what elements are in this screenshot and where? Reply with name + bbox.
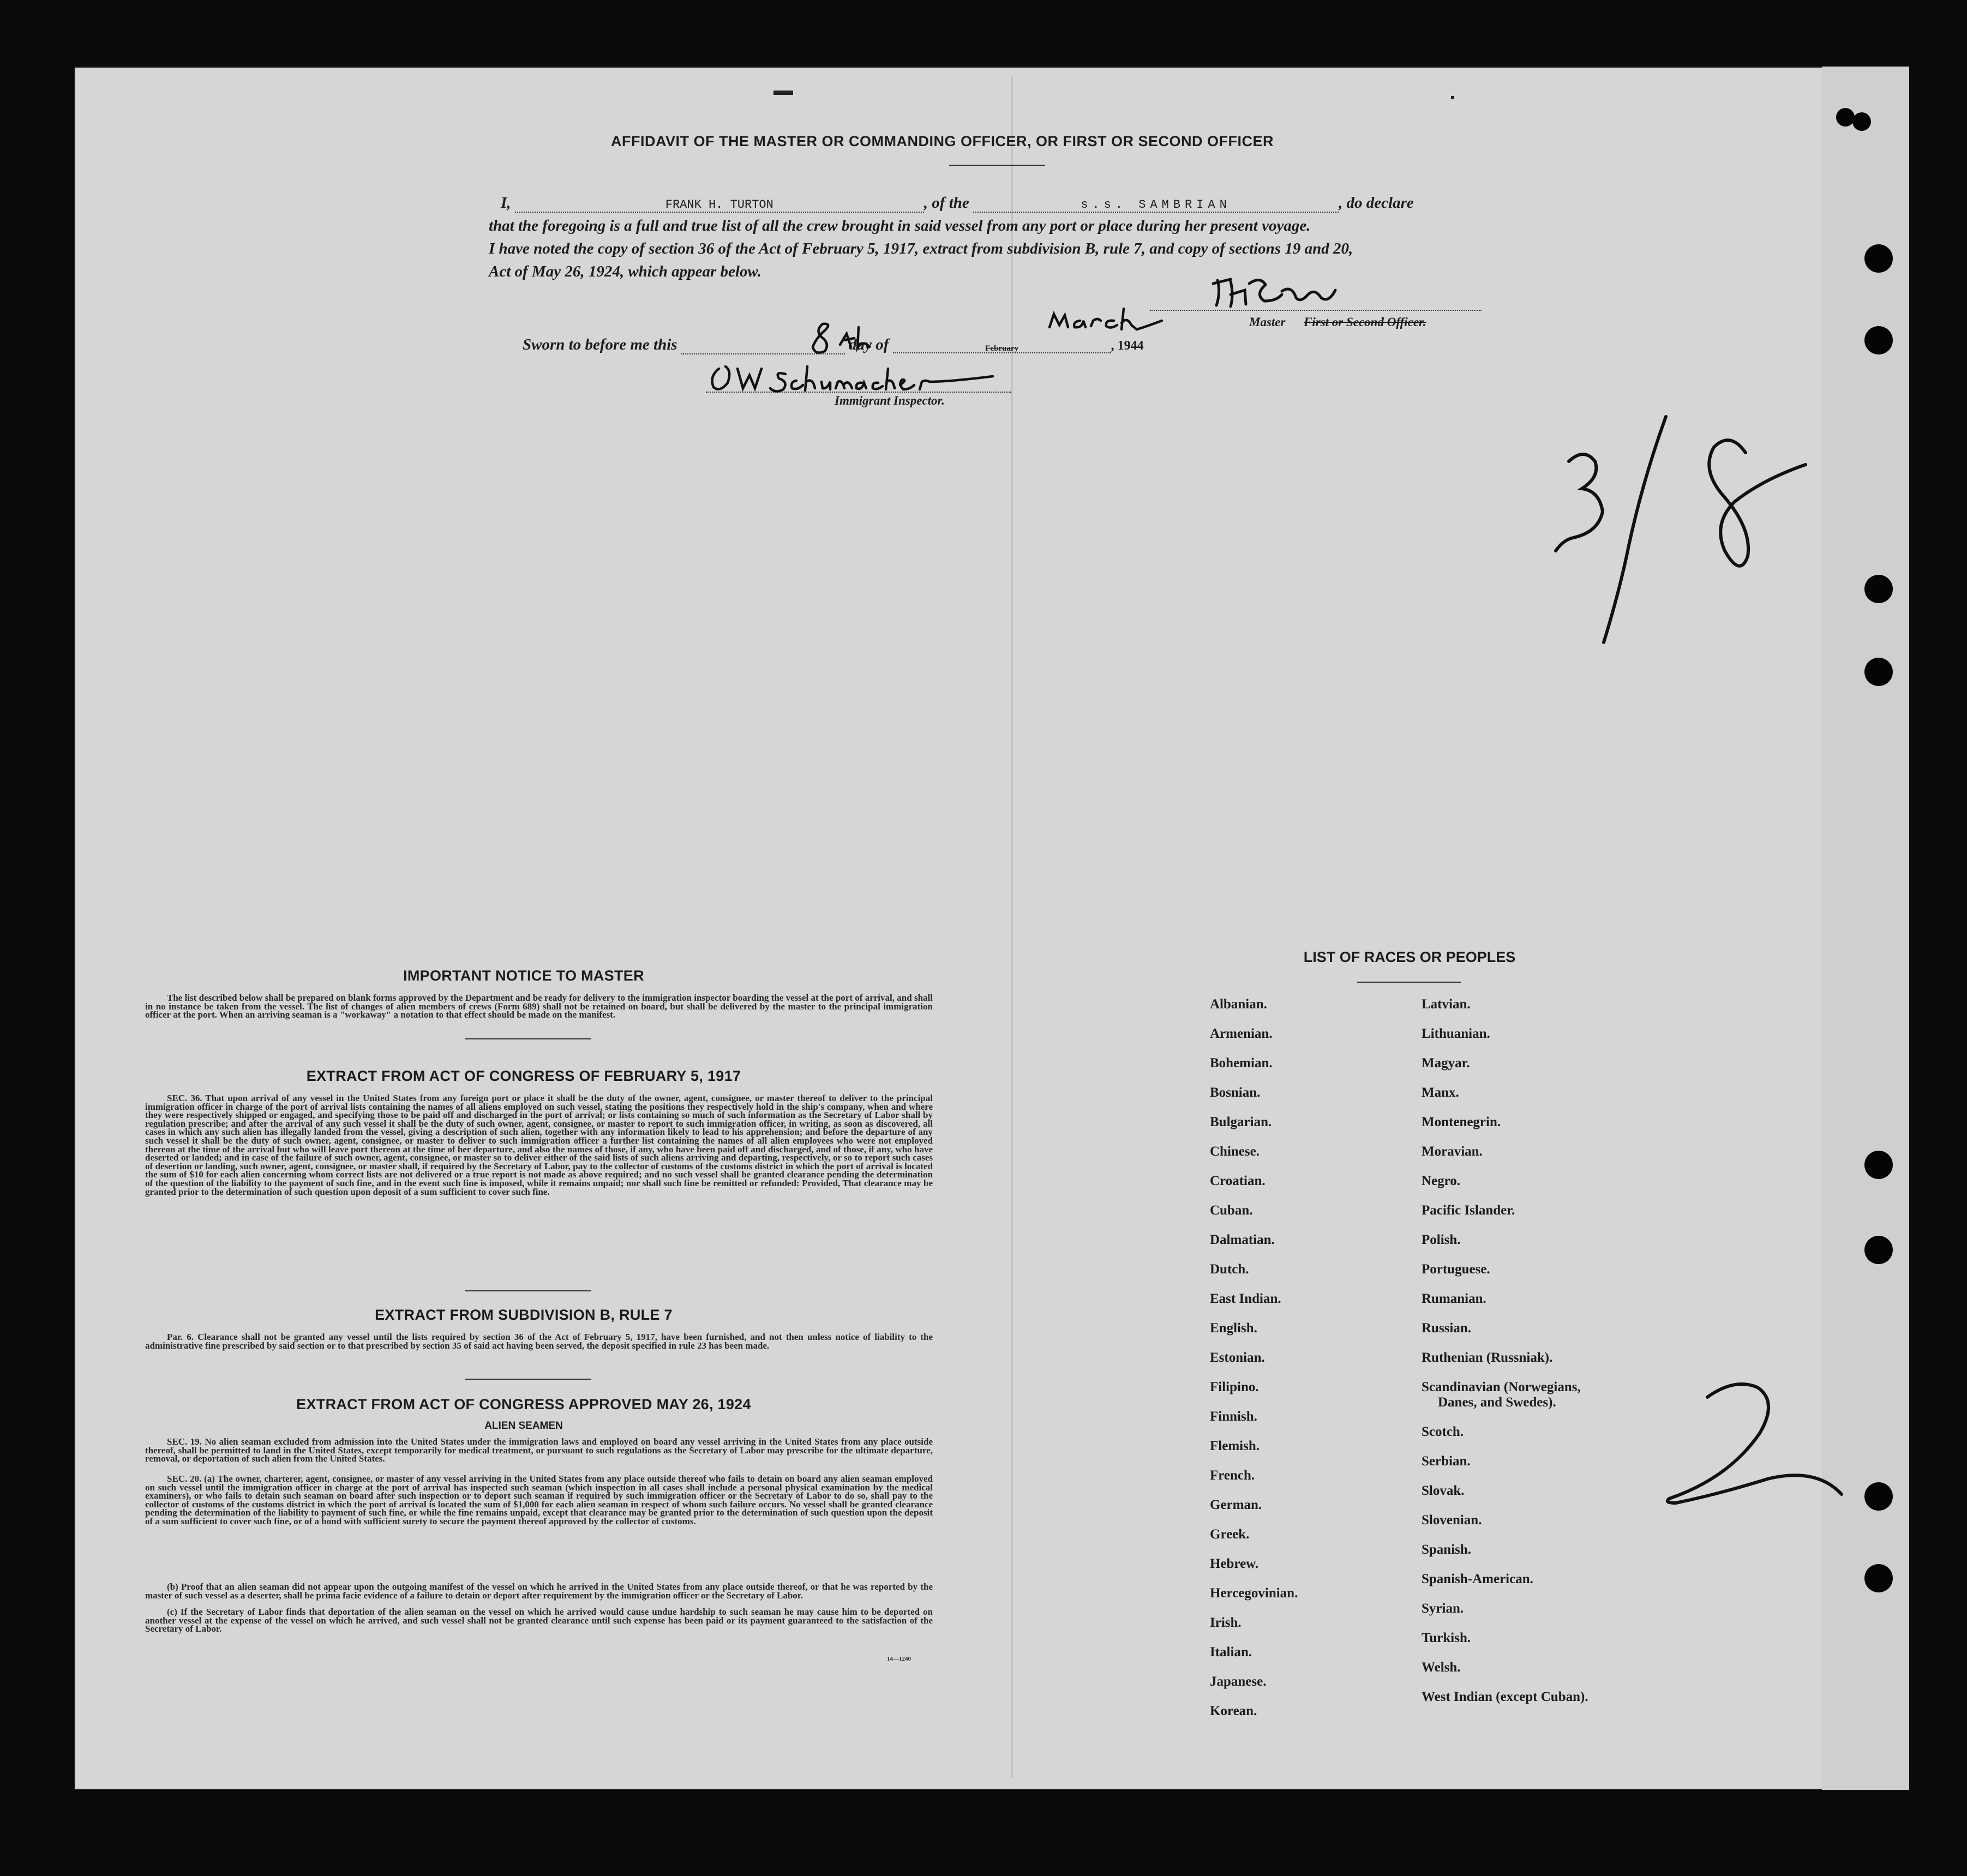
race-item: Finnish. <box>1210 1409 1257 1424</box>
extract-1917-text: SEC. 36. That upon arrival of any vessel in the United States from any foreign port or place it shall be the duty of the owner, agent, consignee, or master thereof to deliver to the principal immigration officer in charge of the port of arrival lists containing the names of all aliens employed on such vessel, stating the positions they respectively hold in the ship's company, when and where they were respectively shipped or engaged, and specifying those to be paid off and discharged in the port of arrival; or lists containing so much of such information as the Secretary of Labor shall by regulation prescribe; and after the arrival of any such vessel it shall be the duty of such owner, agent, consignee, or master to report to such immigration officer, in writing, as soon as discovered, all cases in which any such alien has illegally landed from the vessel, giving a description of such alien, together with any information likely to lead to his apprehension; and before the departure of any such vessel it shall be the duty of such owner, agent, consignee, or master to deliver to such immigration officer a further list containing the names of all alien employees who were not employed thereon at the time of the arrival but who will leave port thereon at the time of her departure, and also the names of those, if any, who have been paid off and discharged, and of those, if any, who have deserted or landed; and in case of the failure of such owner, agent, consignee, or master so to deliver either of the said lists of such aliens arriving and departing, respectively, or so to report such cases of desertion or landing, such owner, agent, consignee, or master shall, if required by the Secretary of Labor, pay to the collector of customs of the customs district in which the port of arrival is located the sum of $10 for each alien concerning whom correct lists are not delivered or a true report is not made as above required; and no such vessel shall be granted clearance pending the determination of the question of the liability to the payment of such fine, and in the event such fine is imposed, while it remains unpaid; nor shall such fine be remitted or refunded: Provided, That clearance may be granted prior to the determination of such question upon deposit of a sum sufficient to cover such fine. <box>145 1093 933 1197</box>
sec20a-text: SEC. 20. (a) The owner, charterer, agent, consignee, or master of any vessel arriving in the United States from any place outside thereof who fails to detain on board any alien seaman employed on such vessel until the immigration officer in charge at the port of arrival has inspected such seaman (which inspection in all cases shall include a personal physical examination by the medical examiners), or who fails to detain such seaman on board after such inspection or to deport such seaman if required by such immigration officer or the Secretary of Labor to do so, shall pay to the collector of customs of the customs district in which the port of arrival is located the sum of $1,000 for each alien seaman in respect of whom such failure occurs. No vessel shall be granted clearance pending the determination of the liability to payment of such fine, or while the fine remains unpaid, except that clearance may be granted prior to the determination of such question upon the deposit of a sum sufficient to cover such fine, or of a bond with sufficient surety to secure the payment thereof approved by the collector of customs. <box>145 1474 933 1526</box>
sec19-text: SEC. 19. No alien seaman excluded from admission into the United States under the immigration laws and employed on board any vessel arriving in the United States from any place outside thereof, shall be permitted to land in the United States, except temporarily for medical treatment, or pursuant to such regulations as the Secretary of Labor may prescribe for the ultimate departure, removal, or deportation of such alien from the United States. <box>145 1436 933 1464</box>
affidavit-title: AFFIDAVIT OF THE MASTER OR COMMANDING OFFICER, OR FIRST OR SECOND OFFICER <box>611 133 1274 149</box>
race-item: Hebrew. <box>1210 1556 1259 1571</box>
race-item: English. <box>1210 1321 1257 1336</box>
officer-label-struck: First or Second Officer. <box>1304 315 1426 329</box>
race-item: Filipino. <box>1210 1380 1259 1394</box>
affidavit-line-3: I have noted the copy of section 36 of the Act of February 5, 1917, extract from subdivision B, rule 7, and copy of sections 19 and 20, <box>489 240 1353 257</box>
race-item: Slovak. <box>1422 1483 1465 1498</box>
race-item: Pacific Islander. <box>1422 1203 1515 1218</box>
sec20c-text: (c) If the Secretary of Labor finds that deportation of the alien seaman on the vessel on which he arrived would cause undue hardship to such seaman he may cause him to be deported on another vessel at the expense of the vessel on which he arrived, and such vessel shall not be granted clearance until such expense has been paid or its payment guaranteed to the satisfaction of the Secretary of Labor. <box>145 1607 933 1634</box>
form-number: 14—1240 <box>887 1656 911 1662</box>
race-item: West Indian (except Cuban). <box>1422 1689 1588 1704</box>
race-item: Latvian. <box>1422 997 1471 1012</box>
race-item: Spanish. <box>1422 1542 1472 1557</box>
year-label: , 1944 <box>1111 339 1144 353</box>
race-item: Turkish. <box>1422 1631 1471 1645</box>
race-item: Cuban. <box>1210 1203 1253 1218</box>
race-item: Syrian. <box>1422 1601 1464 1616</box>
inspector-signature <box>712 366 993 392</box>
sworn-prefix: Sworn to before me this <box>523 336 677 353</box>
race-item: Flemish. <box>1210 1439 1260 1453</box>
race-item: Spanish-American. <box>1422 1572 1533 1586</box>
scan-marks <box>773 91 1454 99</box>
race-item: Slovenian. <box>1422 1513 1482 1528</box>
race-item: German. <box>1210 1498 1262 1512</box>
race-item: Bohemian. <box>1210 1056 1273 1071</box>
race-item: Dutch. <box>1210 1262 1249 1277</box>
divider <box>465 1290 591 1291</box>
race-item: Magyar. <box>1422 1056 1470 1071</box>
affidavit-line-2: that the foregoing is a full and true list of all the crew brought in said vessel from any port or place during her present voyage. <box>489 217 1311 234</box>
race-item: East Indian. <box>1210 1291 1281 1306</box>
race-item: Albanian. <box>1210 997 1267 1012</box>
race-item: Bulgarian. <box>1210 1115 1272 1129</box>
date-note-handwriting <box>1556 417 1806 642</box>
race-item: Irish. <box>1210 1615 1242 1630</box>
race-item: Estonian. <box>1210 1350 1265 1365</box>
race-item: Welsh. <box>1422 1660 1461 1675</box>
race-item: Croatian. <box>1210 1174 1266 1188</box>
day-of-label: day of <box>849 336 889 353</box>
inspector-label: Immigrant Inspector. <box>835 394 945 407</box>
race-item: Moravian. <box>1422 1144 1483 1159</box>
day-handwriting <box>813 324 869 353</box>
race-item: Italian. <box>1210 1645 1252 1659</box>
master-signature <box>1213 279 1335 306</box>
race-item: Scotch. <box>1422 1424 1464 1439</box>
page-number-handwriting <box>1668 1384 1842 1503</box>
notice-text: The list described below shall be prepared on blank forms approved by the Department and be ready for delivery to the immigration inspector boarding the vessel at the port of arrival, and shall in no instance be taken from the vessel. The list of changes of alien members of crews (Form 689) shall not be retained on board, but shall be delivered by the master to the principal immigration officer at the port. When an arriving seaman is a "workaway" a notation to that effect should be made on the manifest. <box>145 993 933 1020</box>
rule7-text: Par. 6. Clearance shall not be granted any vessel until the lists required by section 36 of the Act of February 5, 1917, have been furnished, and not then unless notice of liability to the administrative fine prescribed by said section or to that prescribed by section 35 of said act having been served, the deposit specified in rule 23 has been made. <box>145 1332 933 1351</box>
race-item: Negro. <box>1422 1174 1461 1188</box>
rule7-title: EXTRACT FROM SUBDIVISION B, RULE 7 <box>375 1307 673 1323</box>
notice-title: IMPORTANT NOTICE TO MASTER <box>403 967 644 984</box>
race-item: Japanese. <box>1210 1674 1267 1689</box>
i-label: I, <box>501 194 511 212</box>
race-item: Ruthenian (Russniak). <box>1422 1350 1553 1365</box>
alien-seamen-subtitle: ALIEN SEAMEN <box>484 1420 563 1432</box>
race-item: Hercegovinian. <box>1210 1586 1298 1601</box>
race-item: Danes, and Swedes). <box>1438 1395 1556 1410</box>
race-item: Montenegrin. <box>1422 1115 1501 1129</box>
race-item: Serbian. <box>1422 1454 1471 1469</box>
race-item: Russian. <box>1422 1321 1472 1336</box>
races-underline <box>1357 982 1461 983</box>
affidavit-line-4: Act of May 26, 1924, which appear below. <box>489 263 761 280</box>
month-printed-struck: February <box>985 344 1019 353</box>
extract-1917-title: EXTRACT FROM ACT OF CONGRESS OF FEBRUARY 5, 1917 <box>306 1068 741 1084</box>
race-item: French. <box>1210 1468 1255 1483</box>
race-item: Rumanian. <box>1422 1291 1486 1306</box>
race-item: Dalmatian. <box>1210 1232 1275 1247</box>
do-declare-label: , do declare <box>1339 194 1414 212</box>
race-item: Lithuanian. <box>1422 1026 1490 1041</box>
race-item: Portuguese. <box>1422 1262 1490 1277</box>
races-title: LIST OF RACES OR PEOPLES <box>1303 949 1516 965</box>
sec20b-text: (b) Proof that an alien seaman did not appear upon the outgoing manifest of the vessel on which he arrived in the United States from any place outside thereof, or that he was reported by the master of such vessel as a deserter, shall be prima facie evidence of a failure to detain or deport after requirement by the immigration officer or the Secretary of Labor. <box>145 1582 933 1601</box>
master-name-field: FRANK H. TURTON <box>515 198 924 213</box>
race-item: Manx. <box>1422 1085 1459 1100</box>
race-item: Polish. <box>1422 1232 1461 1247</box>
of-the-label: , of the <box>923 194 969 212</box>
race-item: Scandinavian (Norwegians, <box>1422 1380 1581 1394</box>
extract-1924-title: EXTRACT FROM ACT OF CONGRESS APPROVED MAY 26, 1924 <box>296 1396 751 1412</box>
master-label: Master <box>1249 315 1286 329</box>
vessel-name-field: s.s. SAMBRIAN <box>973 198 1339 213</box>
race-item: Bosnian. <box>1210 1085 1261 1100</box>
race-item: Armenian. <box>1210 1026 1273 1041</box>
divider <box>465 1379 591 1380</box>
race-item: Greek. <box>1210 1527 1250 1542</box>
race-item: Chinese. <box>1210 1144 1260 1159</box>
divider <box>465 1038 591 1039</box>
month-handwriting <box>1050 309 1162 329</box>
race-item: Korean. <box>1210 1704 1257 1718</box>
